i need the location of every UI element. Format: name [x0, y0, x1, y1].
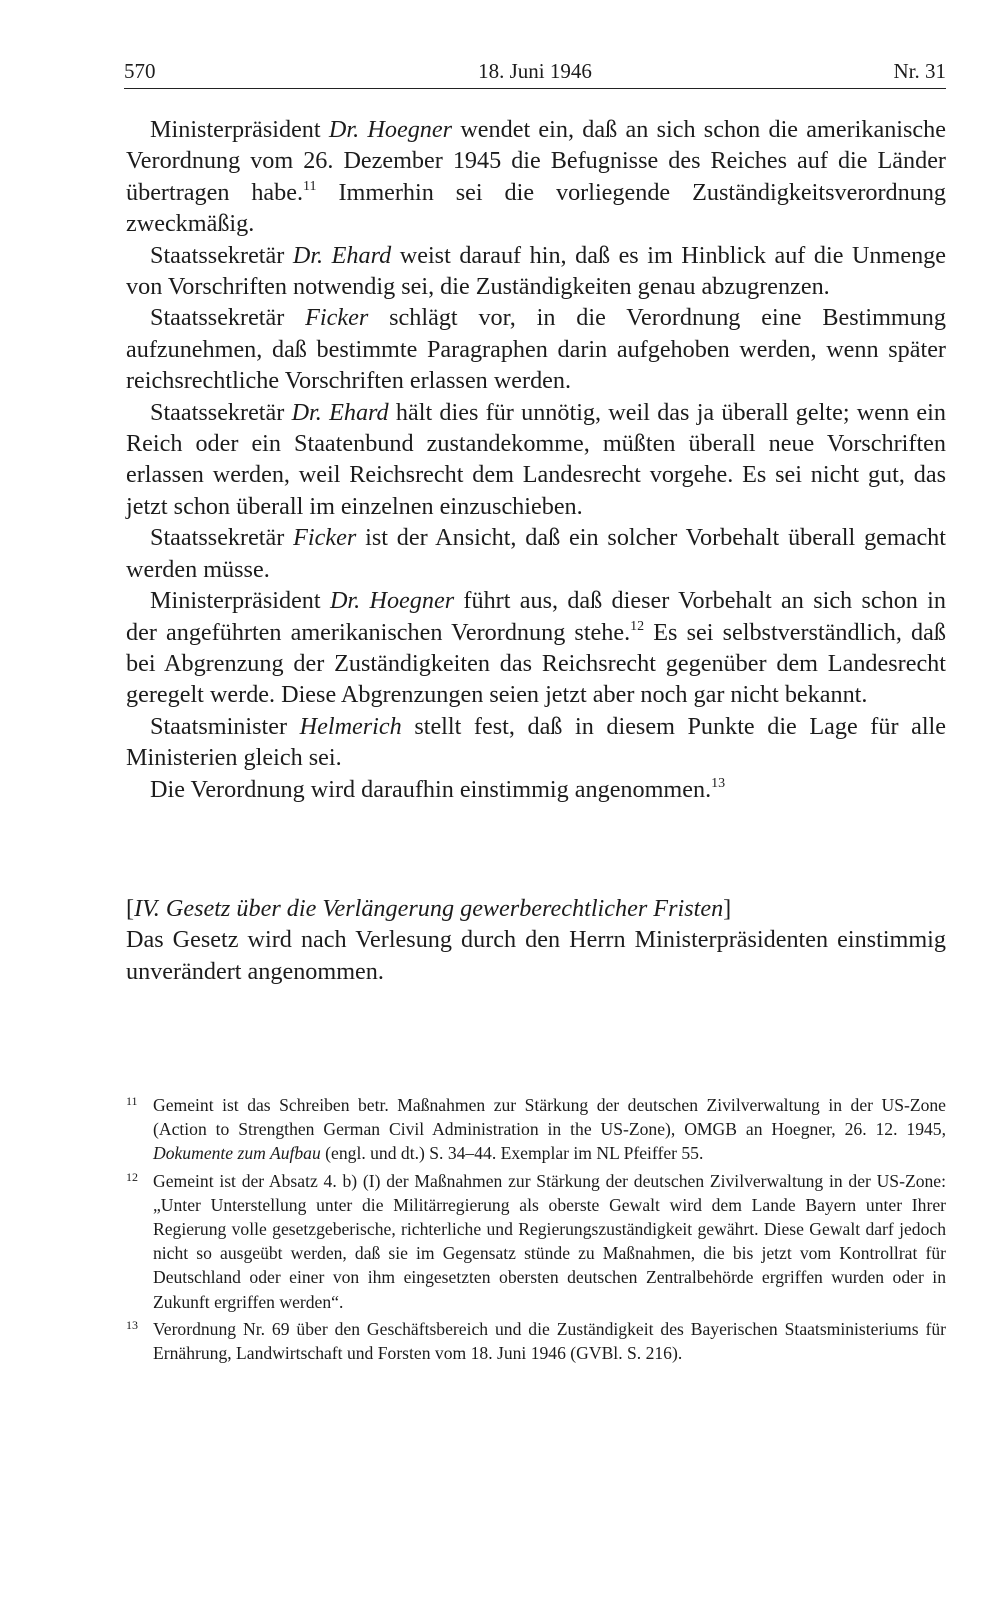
speaker-name: Dr. Ehard — [292, 241, 392, 269]
paragraph-text: weist darauf hin, daß es im Hinblick auf die Unmenge von Vorschriften notwendig sei, die Zuständigkeiten genau abzugrenzen. — [126, 241, 947, 301]
footnote-text: Gemeint ist das Schreiben betr. Maßnahmen zur Stärkung der deutschen Zivilverwaltung in der US-Zone (Action to Strengthen German Civil Administration in the US-Zone), OMGB an Hoegner, 26. 12. 1945, — [153, 1095, 946, 1140]
paragraph-text: ist der Ansicht, daß ein solcher Vorbehalt überall gemacht werden müsse. — [126, 524, 946, 583]
speaker-title: Staatssekretär — [150, 241, 293, 269]
paragraph-text: führt aus, daß dieser Vorbehalt an sich schon in der angeführten amerikanischen Verordnung stehe. — [126, 587, 946, 646]
paragraph — [126, 522, 946, 585]
footnote-ref: 12 — [630, 618, 645, 634]
footnote — [126, 1093, 946, 1166]
paragraph-text: schlägt vor, in die Verordnung eine Bestimmung aufzunehmen, daß bestimmte Paragraphen darin aufgehoben werden, wenn später reichsrechtliche Vorschriften erlassen werden. — [126, 304, 946, 395]
bracket: ] — [723, 895, 732, 922]
footnote — [126, 1317, 946, 1365]
footnote-text: (engl. und dt.) S. 34–44. Exemplar im NL Pfeiffer 55. — [320, 1143, 704, 1164]
speaker-name: Dr. Ehard — [291, 398, 389, 426]
paragraph-text: Die Verordnung wird daraufhin einstimmig angenommen. — [150, 775, 712, 803]
speaker-title: Ministerpräsident — [150, 116, 329, 143]
paragraph-text: Immerhin sei die vorliegende Zuständigkeitsverordnung zweckmäßig. — [126, 178, 947, 238]
footnote-text: Gemeint ist der Absatz 4. b) (I) der Maßnahmen zur Stärkung der deutschen Zivilverwaltung in der US-Zone: „Unter Unterstellung unter die Militärregierung als oberste Gewalt wird dem Lande Bayern unter Ihrer Regierung volle gesetzgeberische, richterliche und Regierungszuständigkeit gewährt. Diese Gewalt darf jedoch nicht so ausgeübt werden, daß sie im Gegensatz stünde zu Maßnahmen, die bis jetzt vom Kontrollrat für Deutschland oder einer von ihm eingesetzten obersten deutschen Zentralbehörde ergriffen wurden oder in Zukunft ergriffen werden“. — [153, 1170, 946, 1312]
paragraph — [126, 585, 946, 711]
footnote — [126, 1169, 946, 1314]
footnote-number: 13 — [126, 1317, 138, 1332]
paragraph — [126, 114, 946, 240]
section-title: IV. Gesetz über die Verlängerung gewerberechtlicher Fristen — [134, 895, 724, 922]
footnotes — [126, 1093, 946, 1368]
footnote-text: Verordnung Nr. 69 über den Geschäftsbereich und die Zuständigkeit des Bayerischen Staatsministeriums für Ernährung, Landwirtschaft und Forsten vom 18. Juni 1946 (GVBl. S. 216). — [153, 1318, 946, 1364]
speaker-name: Ficker — [305, 304, 369, 332]
speaker-name: Ficker — [293, 524, 357, 552]
paragraph-text: hält dies für unnötig, weil das ja überall gelte; wenn ein Reich oder ein Staatenbund zustandekomme, müßten überall neue Vorschriften erlassen werden, weil Reichsrecht dem Landesrecht vorgehe. Es sei nicht gut, das jetzt schon überall im einzelnen einzuschieben. — [126, 398, 946, 520]
paragraph — [126, 240, 946, 303]
paragraph-text: Es sei selbstverständlich, daß bei Abgrenzung der Zuständigkeiten das Reichsrecht gegenüber dem Landesrecht geregelt werde. Diese Abgrenzungen seien jetzt aber noch gar nicht bekannt. — [126, 618, 946, 709]
protocol-number: Nr. 31 — [893, 59, 946, 83]
footnote-number: 11 — [126, 1094, 138, 1108]
page-number: 570 — [124, 59, 156, 83]
main-text — [126, 114, 946, 805]
speaker-name: Dr. Hoegner — [329, 587, 455, 615]
speaker-name: Helmerich — [299, 712, 402, 740]
section-heading — [126, 893, 946, 924]
speaker-title: Staatsminister — [150, 712, 300, 740]
paragraph — [126, 711, 946, 774]
speaker-title: Staatssekretär — [150, 304, 306, 332]
agenda-section — [126, 893, 946, 987]
section-text: Das Gesetz wird nach Verlesung durch den Herrn Ministerpräsidenten einstimmig unverändert angenommen. — [126, 926, 946, 985]
footnote-ref: 13 — [711, 775, 726, 791]
speaker-title: Staatssekretär — [150, 398, 292, 426]
speaker-name: Dr. Hoegner — [328, 116, 453, 143]
header-date: 18. Juni 1946 — [478, 59, 592, 83]
footnote-ref: 11 — [303, 178, 317, 194]
bracket: [ — [126, 895, 135, 922]
speaker-title: Staatssekretär — [150, 524, 294, 552]
footnote-citation: Dokumente zum Aufbau — [153, 1143, 321, 1164]
paragraph — [126, 397, 946, 523]
running-header — [124, 56, 946, 86]
paragraph — [126, 774, 946, 805]
paragraph — [126, 302, 946, 396]
paragraph-text: stellt fest, daß in diesem Punkte die Lage für alle Ministerien gleich sei. — [126, 712, 946, 772]
footnote-number: 12 — [126, 1169, 138, 1184]
paragraph-text: wendet ein, daß an sich schon die amerikanische Verordnung vom 26. Dezember 1945 die Befugnisse des Reiches auf die Länder übertragen habe. — [126, 116, 946, 206]
speaker-title: Ministerpräsident — [150, 587, 330, 615]
header-rule — [124, 88, 946, 89]
